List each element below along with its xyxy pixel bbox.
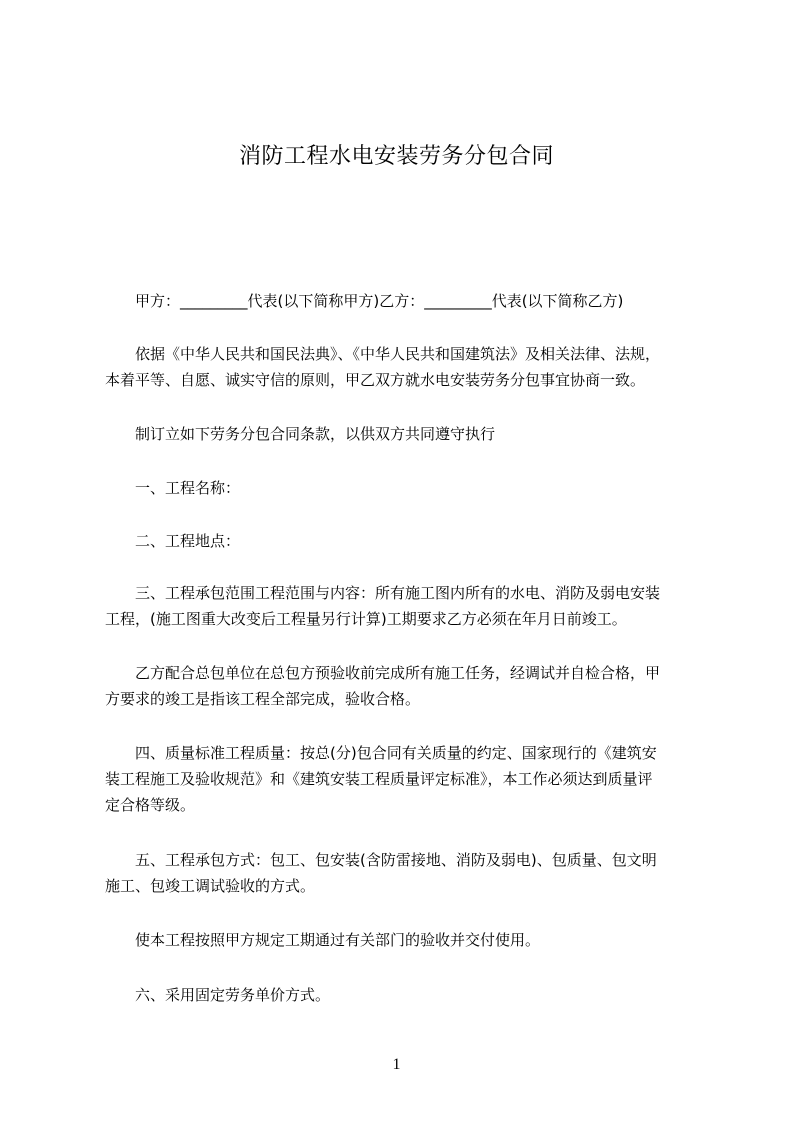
scope-clause: [105, 580, 702, 632]
agreement-paragraph: [105, 421, 702, 447]
text-line: 定合格等级。: [105, 796, 196, 814]
text-line: 四、质量标准工程质量：按总(分)包合同有关质量的约定、国家现行的《建筑安: [135, 744, 657, 762]
text-line: 一、工程名称：: [135, 479, 241, 497]
document-title: 消防工程水电安装劳务分包合同: [238, 144, 554, 169]
text-line: 方要求的竣工是指该工程全部完成，验收合格。: [105, 690, 421, 708]
text-line: 三、工程承包范围工程范围与内容：所有施工图内所有的水电、消防及弱电安装: [135, 584, 661, 602]
text-line: 施工、包竣工调试验收的方式。: [105, 877, 316, 895]
pricing-clause: [105, 982, 702, 1008]
text-line: 甲方：_________代表(以下简称甲方)乙方：_________代表(以下简称乙方): [135, 292, 624, 310]
basis-paragraph: [105, 341, 702, 393]
text-line: 依据《中华人民共和国民法典》、《中华人民共和国建筑法》及相关法律、法规，: [135, 345, 661, 363]
page-number: 1: [392, 1056, 401, 1073]
text-line: 二、工程地点：: [135, 532, 241, 550]
text-line: 本着平等、自愿、诚实守信的原则，甲乙双方就水电安装劳务分包事宜协商一致。: [105, 371, 646, 389]
cooperation-paragraph: [105, 660, 702, 712]
text-line: 五、工程承包方式：包工、包安装(含防雷接地、消防及弱电)、包质量、包文明: [135, 851, 657, 869]
party-line: [105, 288, 702, 314]
text-line: 工程，(施工图重大改变后工程量另行计算)工期要求乙方必须在年月日前竣工。: [105, 610, 627, 628]
text-line: 装工程施工及验收规范》和《建筑安装工程质量评定标准》，本工作必须达到质量评: [105, 770, 653, 788]
quality-clause: [105, 740, 702, 818]
project-location-clause: [105, 528, 702, 554]
text-line: 制订立如下劳务分包合同条款，以供双方共同遵守执行: [135, 425, 496, 443]
project-name-clause: [105, 475, 702, 501]
contract-method-clause: [105, 847, 702, 899]
text-line: 使本工程按照甲方规定工期通过有关部门的验收并交付使用。: [135, 931, 541, 949]
text-line: 六、采用固定劳务单价方式。: [135, 986, 331, 1004]
acceptance-paragraph: [105, 927, 702, 953]
text-line: 乙方配合总包单位在总包方预验收前完成所有施工任务，经调试并自检合格，甲: [135, 664, 661, 682]
